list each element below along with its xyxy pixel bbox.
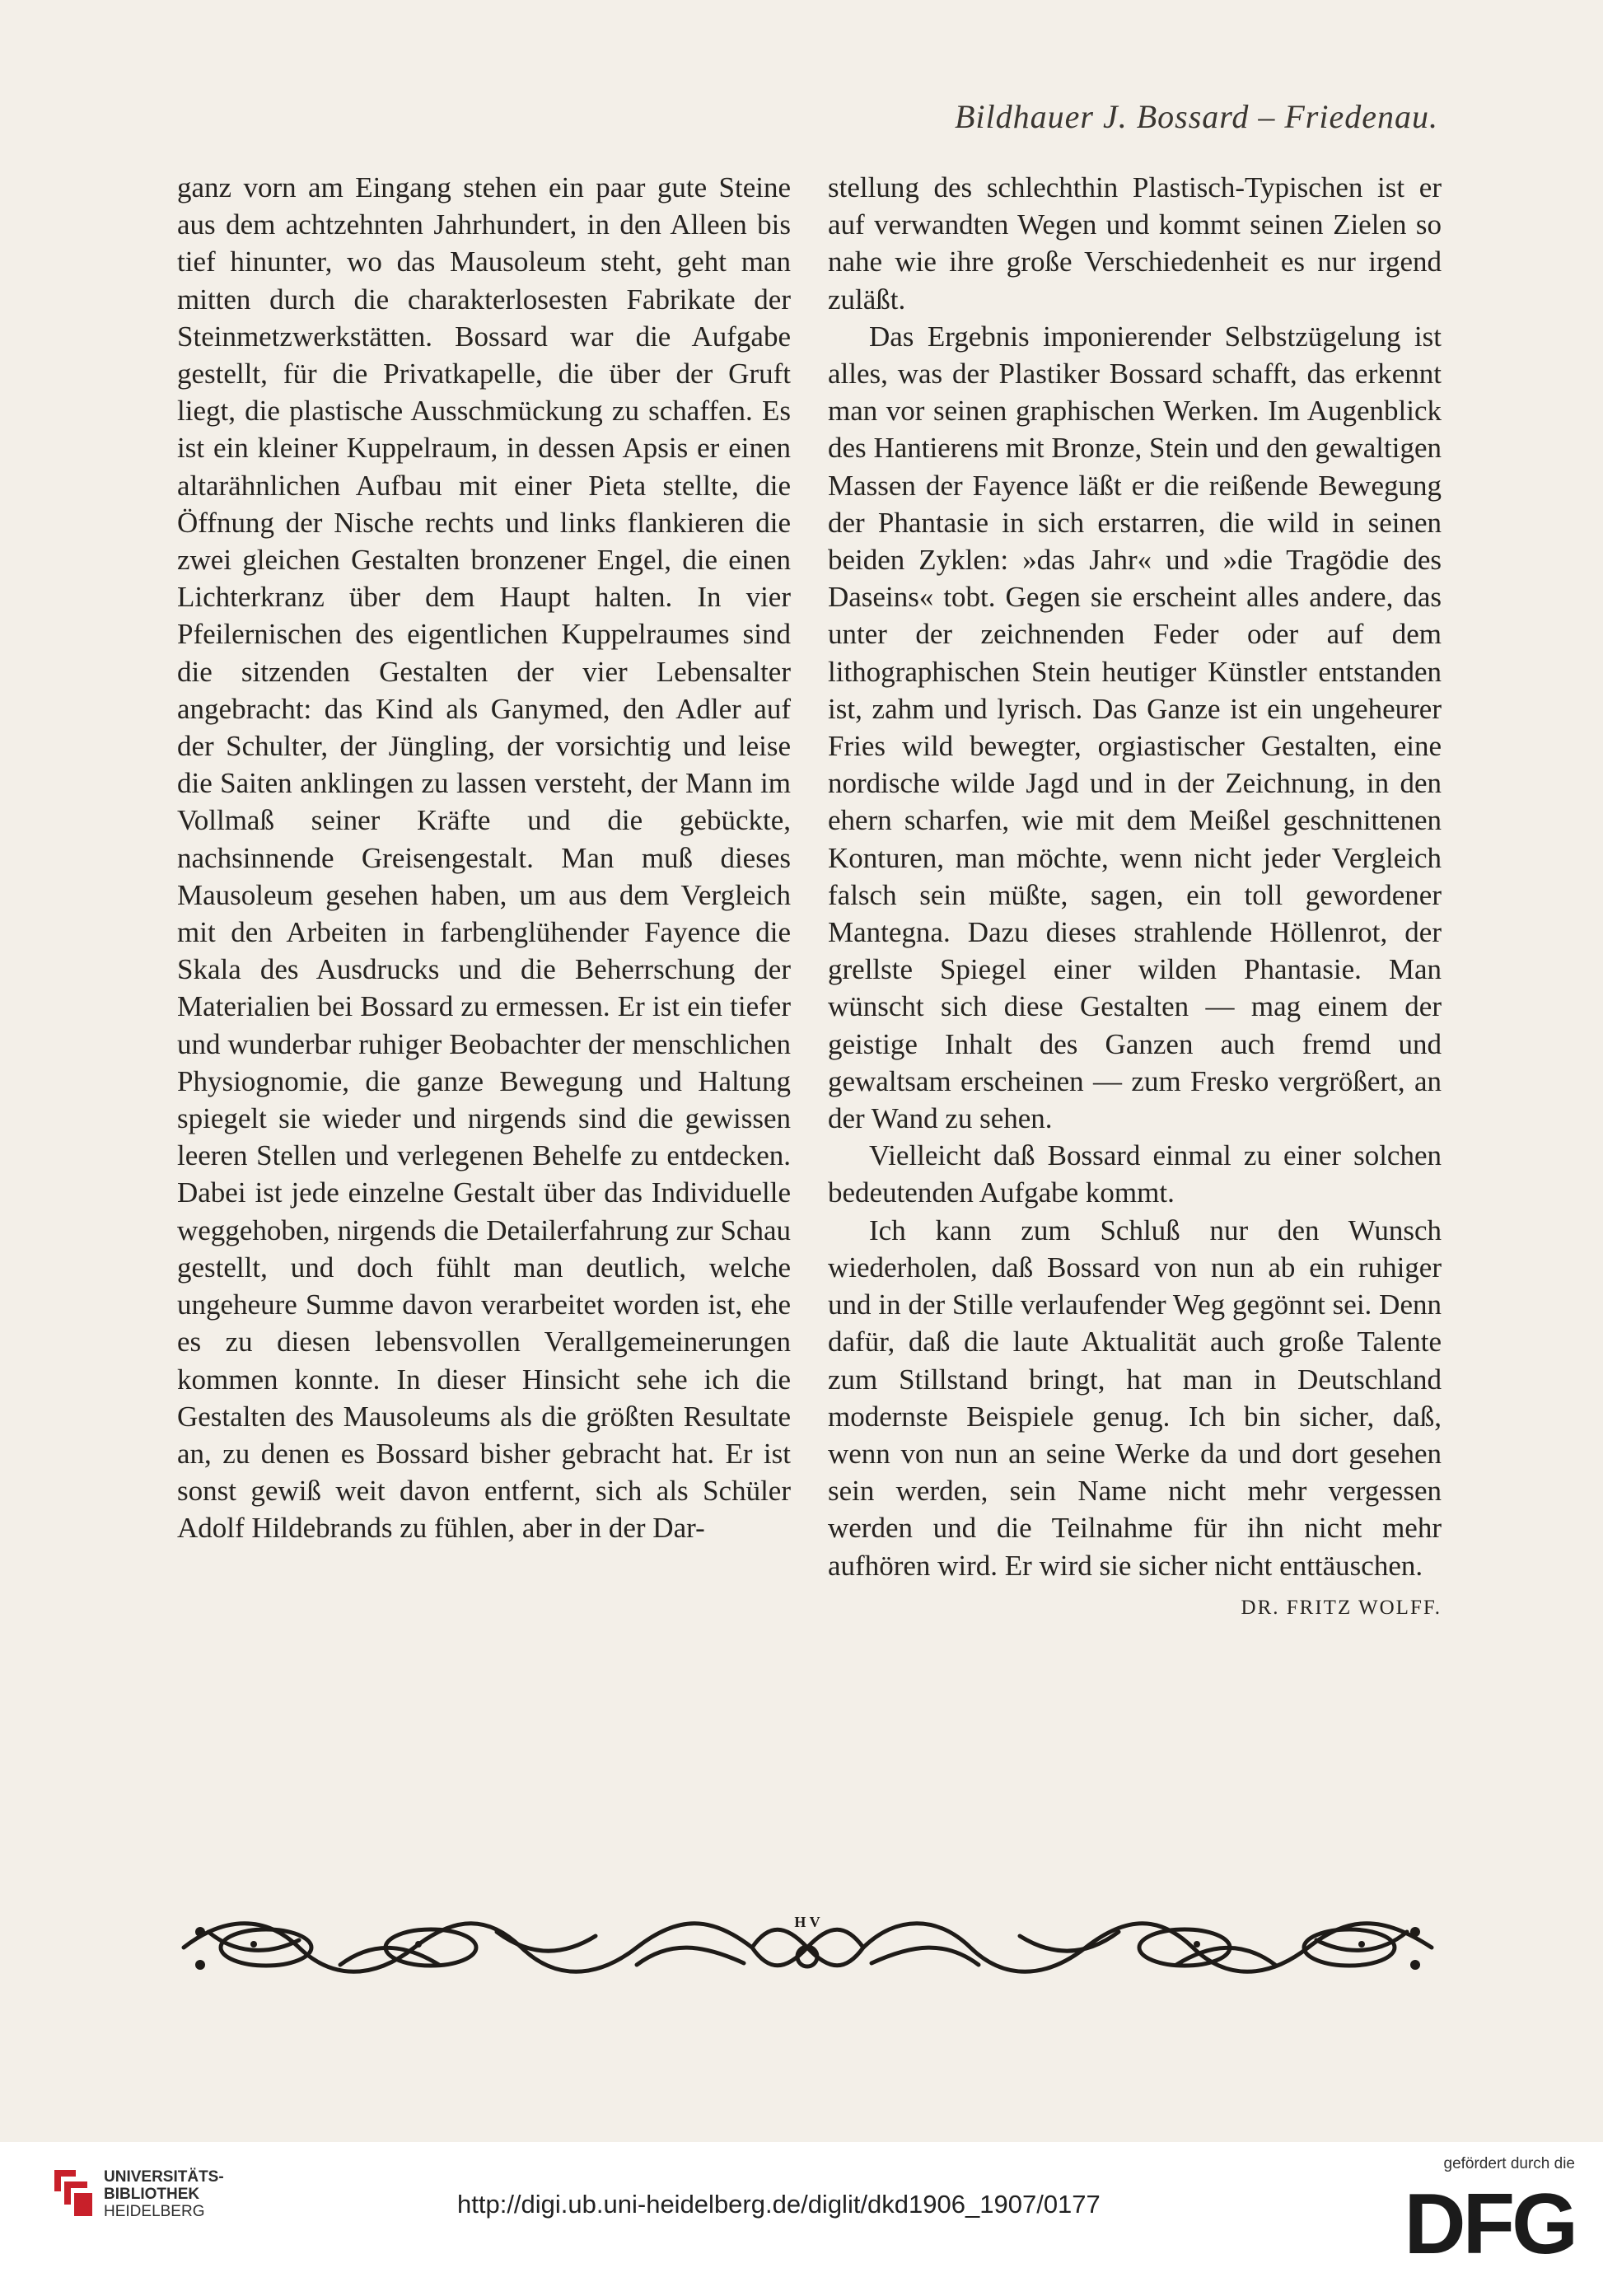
university-library-name: UNIVERSITÄTS- BIBLIOTHEK HEIDELBERG — [104, 2168, 224, 2220]
closing-text: Ich kann zum Schluß nur den Wunsch wiederholen, daß Bossard von nun ab ein ruhiger und in der Stille verlaufender Weg gegönnt sei. Denn dafür, daß die laute Aktualität auch große Talente zum Stillstand bringt, hat man in Deutschland modernste Beispiele genug. Ich bin sicher, daß, wenn von nun an seine Werke da und dort gesehen sein werden, sein Name nicht mehr vergessen werden und die Teilnahme für ihn nicht mehr aufhören wird. Er wird sie sicher nicht enttäuschen. — [828, 1213, 1442, 1582]
paragraph: stellung des schlechthin Plastisch-Typischen ist er auf verwandten Wegen und kommt seinen Zielen so nahe wie ihre große Verschiedenheit es nur irgend zuläßt. — [828, 171, 1442, 316]
decorative-frieze-icon — [175, 1907, 1440, 1988]
ornament-monogram: H V — [794, 1914, 820, 1930]
author-signature: DR. FRITZ WOLFF. — [1241, 1596, 1442, 1619]
paragraph: ganz vorn am Eingang stehen ein paar gute Steine aus dem achtzehnten Jahrhundert, in den Alleen bis tief hinunter, wo das Mausoleum steht, geht man mitten durch die charakterlosesten Fabrikate der Steinmetzwerkstätten. Bossard war die Aufgabe gestellt, für die Privatkapelle, die über der Gruft liegt, die plastische Ausschmückung zu schaffen. Es ist ein kleiner Kuppelraum, in dessen Apsis er einen altarähnlichen Aufbau mit einer Pieta stellte, die Öffnung der Nische rechts und links flankieren die zwei gleichen Gestalten bronzener Engel, die einen Lichterkranz über dem Haupt halten. In vier Pfeilernischen des eigentlichen Kuppelraumes sind die sitzenden Gestalten der vier Lebensalter angebracht: das Kind als Ganymed, den Adler auf der Schulter, der Jüngling, der vorsichtig und leise die Saiten anklingen zu lassen versteht, der Mann im Vollmaß seiner Kräfte und die gebückte, nachsinnende Greisengestalt. Man muß dieses Mausoleum gesehen haben, um aus dem Vergleich mit den Arbeiten in farbenglühender Fayence die Skala des Ausdrucks und die Beherrschung der Materialien bei Bossard zu ermessen. Er ist ein tiefer und wunderbar ruhiger Beobachter der menschlichen Physiognomie, die ganze Bewegung und Haltung spiegelt sie wieder und nirgends sind die gewissen leeren Stellen und verlegenen Behelfe zu entdecken. Dabei ist jede einzelne Gestalt über das Individuelle weggehoben, nirgends die Detailerfahrung zur Schau gestellt, und doch fühlt man deutlich, welche ungeheure Summe davon verarbeitet worden ist, ehe es zu diesen lebensvollen Verallgemeinerungen kommen konnte. In dieser Hinsicht sehe ich die Gestalten des Mausoleums als die größten Resultate an, zu denen es Bossard bisher gebracht hat. Er ist sonst gewiß weit davon entfernt, sich als Schüler Adolf Hildebrands zu fühlen, aber in der Dar- — [177, 171, 791, 1545]
paragraph: Das Ergebnis imponierender Selbstzügelung ist alles, was der Plastiker Bossard schafft, das erkennt man vor seinen graphischen Werken. Im Augenblick des Hantierens mit Bronze, Stein und den gewaltigen Massen der Fayence läßt er die reißende Bewegung der Phantasie in sich erstarren, die wild in seinen beiden Zyklen: »das Jahr« und »die Tragödie des Daseins« tobt. Gegen sie erscheint alles andere, das unter der zeichnenden Feder oder auf dem lithographischen Stein heutiger Künstler entstanden ist, zahm und lyrisch. Das Ganze ist ein ungeheurer Fries wild bewegter, orgiastischer Gestalten, eine nordische wilde Jagd und in der Zeichnung, in den ehern scharfen, wie mit dem Meißel geschnittenen Konturen, man möchte, wenn nicht jeder Vergleich falsch sein müßte, sagen, ein toll gewordener Mantegna. Dazu dieses strahlende Höllenrot, der grellste Spiegel einer wilden Phantasie. Man wünscht sich diese Gestalten — mag einem der geistige Inhalt des Ganzen auch fremd und gewaltsam erscheinen — zum Fresko vergrößert, an der Wand zu sehen. — [828, 320, 1442, 1135]
permalink-url[interactable]: http://digi.ub.uni-heidelberg.de/diglit/dkd1906_1907/0177 — [457, 2190, 1101, 2219]
funding-note: gefördert durch die — [1443, 2155, 1575, 2172]
left-column — [177, 169, 791, 1547]
dfg-logo: DFG — [1404, 2177, 1575, 2272]
paragraph: Vielleicht daß Bossard einmal zu einer solchen bedeutenden Aufgabe kommt. — [828, 1139, 1442, 1209]
right-column — [828, 169, 1442, 1626]
running-title: Bildhauer J. Bossard – Friedenau. — [954, 98, 1438, 135]
university-library-logo-icon — [51, 2167, 96, 2219]
paragraph — [828, 1212, 1442, 1619]
